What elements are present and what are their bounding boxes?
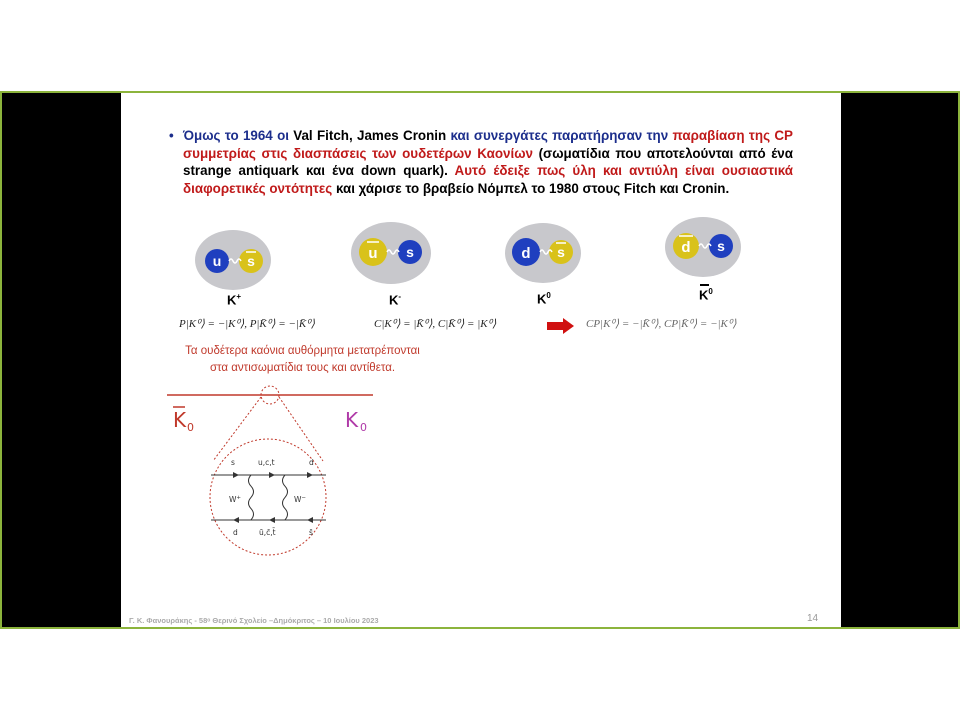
svg-text:s: s [231, 458, 235, 467]
slide [121, 93, 841, 627]
quark-s-label: s [717, 238, 725, 254]
kaon-k0-bar-overline [700, 284, 709, 286]
svg-text:d: d [309, 458, 314, 467]
bullet-paragraph [169, 127, 793, 197]
text-segment: παραβίαση της CP συμμετρίας στις διασπάσεις των ουδετέρων Καονίων [183, 128, 793, 161]
quark-u-label: u [368, 245, 378, 262]
text-segment: Val Fitch, James Cronin [293, 128, 447, 143]
text-segment: Αυτό έδειξε πως ύλη και αντιύλη είναι ουσιαστικά διαφορετικές οντότητες [183, 163, 793, 196]
right-arrow-icon [547, 318, 575, 334]
kaon-k0-bar-image [663, 215, 743, 279]
svg-text:u,c,t: u,c,t [258, 458, 275, 467]
quark-s-label: s [557, 244, 565, 260]
kaon-k0-bar-label: $K^0$ [699, 287, 713, 303]
quark-d-label: d [681, 239, 691, 256]
bullet-dot: • [169, 128, 174, 143]
svg-text:ū,c̄,t̄: ū,c̄,t̄ [259, 528, 276, 537]
svg-text:s̄: s̄ [309, 528, 313, 537]
kaon-k-minus-image [349, 220, 433, 286]
kaon-k-plus-label: K+ [227, 292, 242, 308]
parity-formula: P|K⁰⟩ = −|K⁰⟩, P|K̄⁰⟩ = −|K̄⁰⟩ [179, 318, 315, 330]
text-segment: και χάρισε το βραβείο Νόμπελ το 1980 στους Fitch και Cronin. [332, 180, 730, 196]
cp-formula: CP|K⁰⟩ = −|K̄⁰⟩, CP|K̄⁰⟩ = −|K⁰⟩ [586, 318, 737, 330]
svg-text:0: 0 [360, 421, 367, 434]
svg-text:0: 0 [187, 421, 194, 434]
quark-d-label: d [521, 245, 531, 262]
k0-bar-symbol: K [173, 408, 187, 432]
kaon-k-plus-image [193, 227, 273, 293]
note-line: στα αντισωματίδια τους και αντίθετα. [209, 362, 396, 374]
svg-text:d: d [233, 528, 238, 537]
kaon-k0-image [503, 221, 583, 285]
quark-s-label: s [406, 244, 414, 260]
kaon-k0-label: $K^0$ [537, 291, 551, 307]
text-segment: Όμως το 1964 οι [183, 128, 294, 143]
svg-text:W−: W− [294, 495, 307, 504]
kaon-k-minus-label: K- [389, 292, 402, 308]
quark-u-label: u [212, 253, 222, 269]
kaon-mixing-box-diagram [161, 385, 391, 557]
text-segment: και συνεργάτες παρατήρησαν την [446, 128, 673, 143]
svg-text:W+: W+ [229, 495, 242, 504]
k0-symbol: K [345, 408, 359, 432]
slide-frame [0, 91, 960, 629]
slide-footer: Γ. Κ. Φανουράκης - 58ᵒ Θερινό Σχολείο –Δημόκριτος – 10 Ιουλίου 2023 [129, 616, 379, 625]
charge-conjugation-formula: C|K⁰⟩ = |K̄⁰⟩, C|K̄⁰⟩ = |K⁰⟩ [374, 318, 497, 330]
quark-s-label: s [247, 253, 255, 269]
note-line: Τα ουδέτερα καόνια αυθόρμητα μετατρέπονται [185, 345, 420, 357]
text-segment: (σωματίδια που αποτελούνται από ένα strange antiquark και ένα down quark). [183, 145, 793, 178]
page-number: 14 [807, 613, 819, 624]
kaon-oscillation-note [165, 343, 440, 377]
